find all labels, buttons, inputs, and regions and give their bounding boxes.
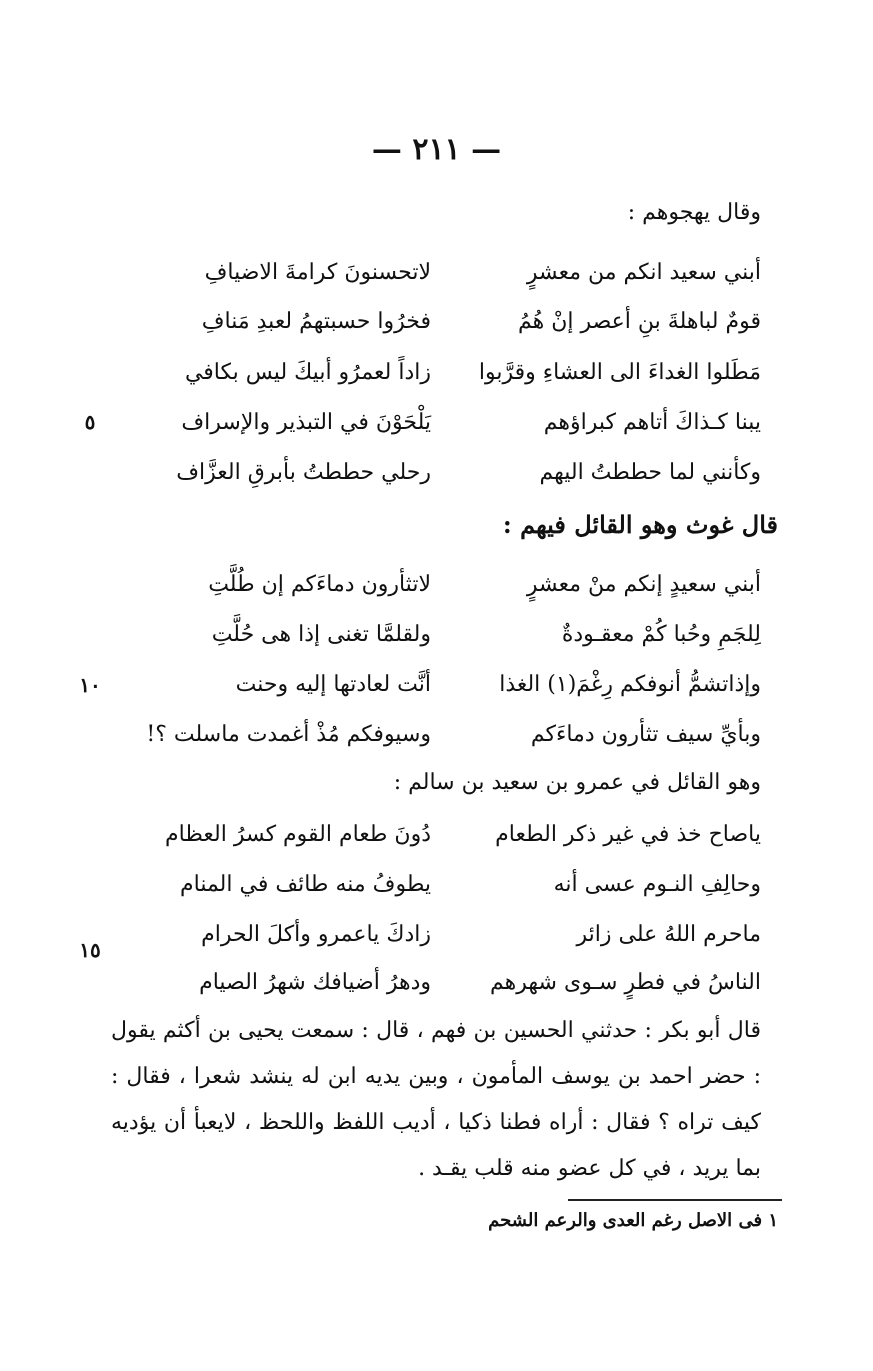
- second-hemistich: ولقلمَّا تغنى إذا هى حُلَّتِ: [211, 621, 431, 647]
- verse-line: [151, 610, 761, 658]
- first-hemistich: مَطَلوا الغداءَ الى العشاءِ وقرَّبوا: [478, 359, 761, 385]
- line-number-marker: ٥: [84, 410, 96, 434]
- first-hemistich: الناسُ في فطرٍ سـوى شهرهم: [490, 969, 761, 995]
- verse-line: [151, 958, 761, 1006]
- footnote-rule: [568, 1199, 782, 1201]
- verse-line: [151, 448, 761, 496]
- first-hemistich: ياصاح خذ في غير ذكر الطعام: [495, 821, 761, 847]
- verse-line: [151, 560, 761, 608]
- second-hemistich: دُونَ طعام القوم كسرُ العظام: [165, 821, 431, 847]
- second-hemistich: زاداً لعمرُو أبيكَ ليس بكافي: [184, 359, 431, 385]
- second-hemistich: فخرُوا حسبتهمُ لعبدِ مَنافِ: [201, 308, 431, 334]
- second-hemistich: أنَّت لعادتها إليه وحنت: [235, 671, 431, 697]
- section-heading: وهو القائل في عمرو بن سعيد بن سالم :: [393, 770, 761, 795]
- verse-line: [151, 810, 761, 858]
- verse-line: [151, 248, 761, 296]
- verse-line: [151, 910, 761, 958]
- second-hemistich: ودهرُ أضيافك شهرُ الصيام: [199, 969, 431, 995]
- verse-line: [146, 710, 761, 758]
- second-hemistich: وسيوفكم مُذْ أغمدت ماسلت ؟!: [146, 721, 431, 747]
- verse-line: [151, 348, 761, 396]
- page-number: — ٢١١ —: [371, 132, 502, 167]
- first-hemistich: وكأنني لما حططتُ اليهم: [539, 459, 761, 485]
- first-hemistich: وبأيِّ سيف تثأرون دماءَكم: [530, 721, 761, 747]
- verse-line: [151, 297, 761, 345]
- first-hemistich: وإذاتشمُّ أنوفكم رِغْمَ(١) الغذا: [499, 671, 761, 697]
- second-hemistich: يطوفُ منه طائف في المنام: [180, 871, 431, 897]
- second-hemistich: يَلْحَوْنَ في التبذير والإسراف: [181, 409, 431, 435]
- first-hemistich: قومٌ لباهلةَ بنِ أعصر إنْ هُمُ: [517, 308, 761, 334]
- line-number-marker: ١٥: [79, 938, 101, 962]
- section-heading: وقال يهجوهم :: [627, 200, 761, 225]
- first-hemistich: ماحرم اللهُ على زائر: [576, 921, 761, 947]
- verse-line: [151, 398, 761, 446]
- first-hemistich: أبني سعيدٍ إنكم منْ معشرٍ: [526, 571, 761, 597]
- second-hemistich: لاتحسنونَ كرامةَ الاضيافِ: [204, 259, 431, 285]
- line-number-marker: ١٠: [79, 673, 101, 697]
- verse-line: [151, 860, 761, 908]
- second-hemistich: رحلي حططتُ بأبرقِ العزَّاف: [176, 459, 431, 485]
- prose-paragraph: قال أبو بكر : حدثني الحسين بن فهم ، قال : سمعت يحيى بن أكثم يقول : حضر احمد بن يوسف المأمون ، وبين يديه ابن له ينشد شعرا ، فقال : كيف تراه ؟ فقال : أراه فطنا ذكيا ، أديب اللفظ واللحظ ، لايعبأ أن يؤديه بما يريد ، في كل عضو منه قلب يقـد .: [111, 1018, 761, 1181]
- first-hemistich: لِلجَمِ وحُبا كُمْ معقـودةٌ: [561, 621, 761, 647]
- first-hemistich: يبنا كـذاكَ أتاهم كبراؤهم: [543, 409, 761, 435]
- first-hemistich: وحالِفِ النـوم عسى أنه: [553, 871, 761, 897]
- footnote: ١ فى الاصل رغم العدى والرعم الشحم: [488, 1210, 778, 1231]
- section-heading: قال غوث وهو القائل فيهم :: [502, 510, 778, 539]
- first-hemistich: أبني سعيد انكم من معشرٍ: [526, 259, 761, 285]
- second-hemistich: لاتثأرون دماءَكم إن طُلَّتِ: [208, 571, 431, 597]
- second-hemistich: زادكَ ياعمرو وأكلَ الحرام: [201, 921, 431, 947]
- verse-line: [151, 660, 761, 708]
